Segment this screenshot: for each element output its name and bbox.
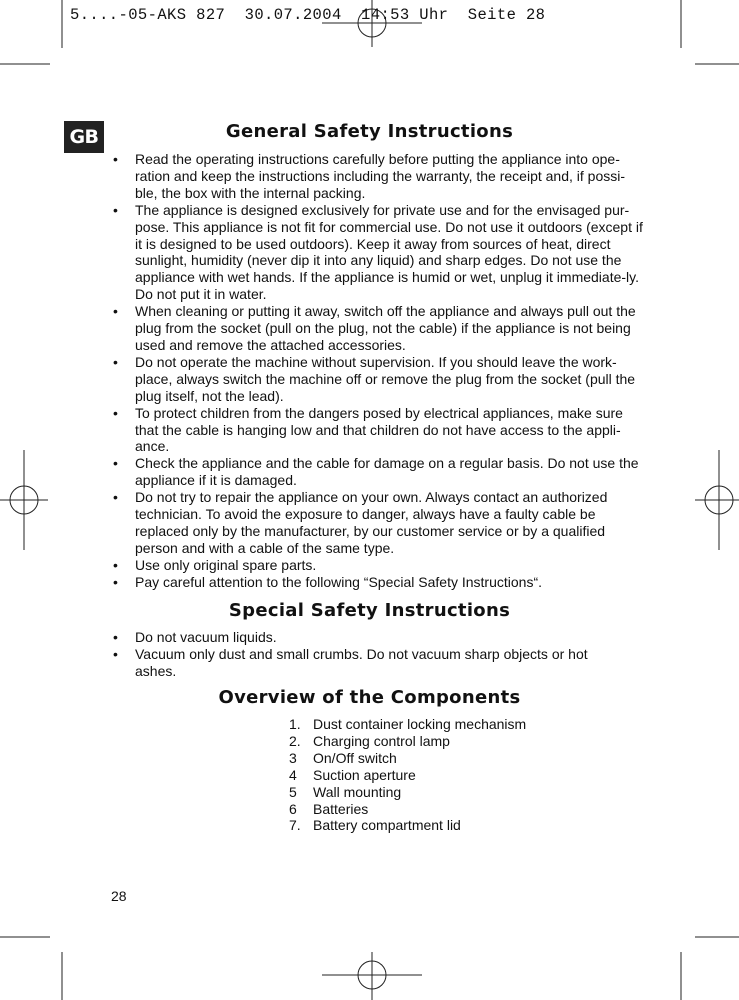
list-item: • The appliance is designed exclusively for private use and for the envisaged pur-pose. This appliance is not fit for commercial use. Do not use it outdoors (except if it is designed to be used outdoors). Keep it away from sources of heat, direct sunlight, humidity (never dip it into any liquid) and sharp edges. Do not use the appliance with wet hands. If the appliance is humid or wet, unplug it immediate-ly. Do not put it in water. [113, 201, 643, 303]
general-safety-heading: General Safety Instructions [225, 121, 514, 142]
registration-mark-bottom [322, 952, 422, 1000]
list-item: 4 Suction aperture [289, 766, 416, 783]
list-item: • Do not try to repair the appliance on your own. Always contact an authorized technician. To avoid the exposure to danger, always have a faulty cable be replaced only by the manufacturer, by our customer service or by a qualified person and with a cable of the same type. [113, 489, 608, 556]
language-tab: GB [64, 121, 104, 153]
general-safety-list [113, 151, 643, 591]
components-list [289, 716, 526, 834]
list-item: 7. Battery compartment lid [289, 817, 461, 834]
registration-mark-left [0, 450, 48, 550]
components-overview-heading: Overview of the Components [218, 687, 521, 708]
list-item: • Do not vacuum liquids. [113, 629, 277, 645]
registration-mark-right [695, 450, 739, 550]
list-item: • Read the operating instructions carefully before putting the appliance into ope-ration and keep the instructions including the warranty, the receipt and, if possi-ble, the box with the internal packing. [113, 151, 626, 201]
page-number: 28 [111, 888, 127, 904]
list-item: 3 On/Off switch [289, 749, 397, 766]
list-item: 1. Dust container locking mechanism [289, 716, 527, 732]
list-item: • Check the appliance and the cable for damage on a regular basis. Do not use the appliance if it is damaged. [113, 455, 639, 489]
special-safety-list [113, 629, 623, 680]
print-slug-line: 5....-05-AKS 827 30.07.2004 14:53 Uhr Seite 28 [70, 6, 546, 24]
list-item: • When cleaning or putting it away, switch off the appliance and always pull out the plug from the socket (pull on the plug, not the cable) if the appliance is not being used and remove the attached accessories. [113, 303, 636, 353]
list-item: • Pay careful attention to the following “Special Safety Instructions“. [113, 573, 542, 590]
list-item: 6 Batteries [289, 800, 369, 817]
list-item: • Vacuum only dust and small crumbs. Do not vacuum sharp objects or hot ashes. [113, 645, 588, 679]
list-item: • Do not operate the machine without supervision. If you should leave the work-place, always switch the machine off or remove the plug from the socket (pull the plug itself, not the lead). [113, 353, 636, 404]
special-safety-heading: Special Safety Instructions [228, 600, 511, 621]
list-item: • To protect children from the dangers posed by electrical appliances, make sure that the cable is hanging low and that children do not have access to the appli-ance. [113, 404, 623, 455]
list-item: 5 Wall mounting [289, 783, 402, 800]
list-item: • Use only original spare parts. [113, 556, 317, 573]
list-item: 2. Charging control lamp [289, 732, 450, 749]
